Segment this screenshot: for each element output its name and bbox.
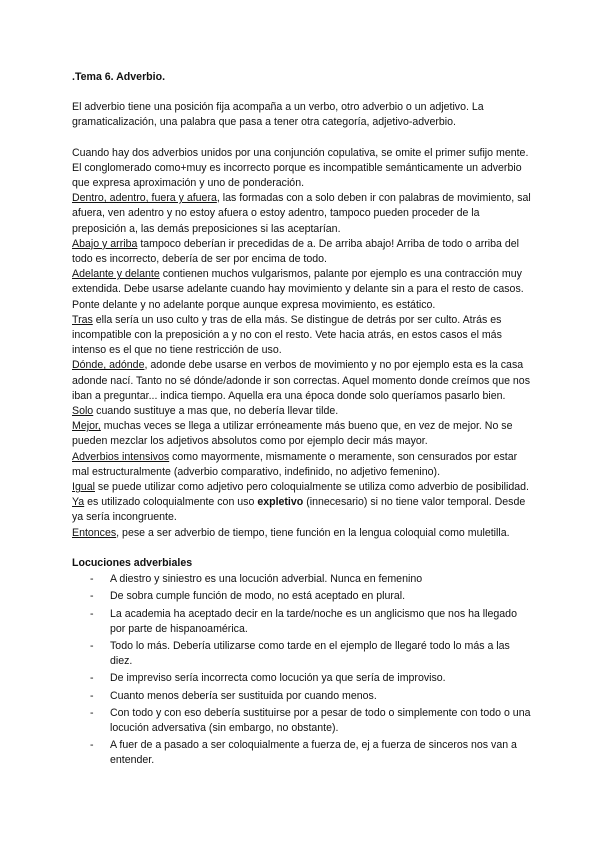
entry-text: contienen muchos vulgarismos, palante por ejemplo es una contracción muy extendida. Debe usarse adelante cuando hay movimiento y delante sin a para el resto de casos. Ponte delante y no adelante porque aunque expresa movimiento, es estático. [72,268,524,311]
entry-text: tampoco deberían ir precedidas de a. De arriba abajo! Arriba de todo o arriba del todo es incorrecto, debería de ser por encima de todo. [72,237,519,266]
entry-term: Tras [72,313,93,326]
entry-dentro-afuera [72,191,532,237]
entry-adelante-delante [72,267,532,313]
compound-adverbs-paragraph: Cuando hay dos adverbios unidos por una conjunción copulativa, se omite el primer sufijo mente. El conglomerado como+muy es incorrecto porque es incompatible semánticamente un adverbio que expresa aproximación y uno de ponderación. [72,146,529,190]
entry-term: Mejor, [72,420,101,433]
entry-solo [72,404,532,419]
locuciones-list [72,572,532,768]
entry-adverbios-intensivos [72,450,532,480]
entry-term: Igual [72,481,95,494]
entry-text: (innecesario) si no tiene valor temporal. Desde ya sería incongruente. [72,496,526,524]
entry-abajo-arriba [72,237,532,267]
list-item-text: Cuanto menos debería ser sustituida por cuando menos. [110,689,377,702]
entry-term: Entonces [72,526,117,539]
entry-text: como mayormente, mismamente o meramente, son censurados por estar mal estructuralmente (adverbio comparativo, indefinido, no adjetivo femenino). [72,450,518,478]
bullet-dash: - [90,689,94,702]
entry-text: , las formadas con a solo deben ir con palabras de movimiento, sal afuera, ven adentro y no estoy afuera o estoy adentro, tampoco pueden proceder de la preposición a, las demás preposiciones si las aceptarían. [72,192,531,235]
list-item-text: De impreviso sería incorrecta como locución ya que sería de improviso. [110,672,446,685]
entry-term: Ya [72,496,85,509]
page-title: .Tema 6. Adverbio. [72,71,166,83]
list-item [72,738,532,768]
bullet-dash: - [90,590,94,603]
entry-text: , pese a ser adverbio de tiempo, tiene función en la lengua coloquial como muletilla. [116,526,510,539]
bullet-dash: - [90,639,94,652]
paragraph-gap [72,131,532,146]
entry-text: es utilizado coloquialmente con uso [84,496,258,509]
locuciones-heading: Locuciones adverbiales [72,556,193,569]
list-item [72,706,532,736]
entry-donde-adonde [72,358,532,404]
bullet-dash: - [90,573,94,586]
document-page [72,70,532,771]
list-item [72,572,532,587]
entry-mejor [72,419,532,449]
entry-text: se puede utilizar como adjetivo pero coloquialmente se utiliza como adverbio de posibilidad. [94,481,529,494]
bullet-dash: - [90,672,94,685]
entry-bold-term: expletivo [257,496,304,509]
list-item [72,589,532,604]
list-item-text: La academia ha aceptado decir en la tarde/noche es un anglicismo que nos ha llegado por parte de hispanoamérica. [110,607,517,635]
entry-term: Solo [72,405,94,418]
list-item [72,689,532,704]
intro-paragraph: El adverbio tiene una posición fija acompaña a un verbo, otro adverbio o un adjetivo. La gramaticalización, una palabra que pasa a tener otra categoría, adjetivo-adverbio. [72,101,484,129]
list-item-text: Con todo y con eso debería sustituirse por a pesar de todo o simplemente con todo o una locución adversativa (sin embargo, no obstante). [110,706,531,734]
entry-igual [72,480,532,495]
list-item [72,671,532,686]
list-item-text: De sobra cumple función de modo, no está aceptado en plural. [110,590,406,603]
list-item-text: A diestro y siniestro es una locución adverbial. Nunca en femenino [110,573,423,586]
entry-term: Adelante y delante [72,268,160,281]
entry-tras [72,313,532,359]
entry-text: muchas veces se llega a utilizar erróneamente más bueno que, en vez de mejor. No se pueden mezclar los adjetivos absolutos como por ejemplo decir más mayor. [72,420,513,448]
list-item [72,639,532,669]
entry-ya [72,495,532,525]
entry-text: cuando sustituye a mas que, no debería llevar tilde. [93,405,339,418]
bullet-dash: - [90,706,94,719]
entry-term: Adverbios intensivos [72,450,170,463]
entry-term: Abajo y arriba [72,237,138,250]
list-item-text: A fuer de a pasado a ser coloquialmente a fuerza de, ej a fuerza de sinceros nos van a entender. [110,739,517,767]
bullet-dash: - [90,739,94,752]
list-item [72,607,532,637]
entry-term: Dónde, adónde [72,359,145,372]
bullet-dash: - [90,607,94,620]
entry-entonces [72,526,532,541]
list-item-text: Todo lo más. Debería utilizarse como tarde en el ejemplo de llegaré todo lo más a las diez. [110,639,510,668]
entry-text: , adonde debe usarse en verbos de movimiento y no por ejemplo esta es la casa adonde nací. Tanto no sé dónde/adonde ir son correctas. Aquel momento donde creímos que nos iban a preguntar... indica tiempo. Aquella era una época donde solo queríamos pasarlo bien. [72,359,530,402]
entry-text: ella sería un uso culto y tras de ella más. Se distingue de detrás por ser culto. Atrás es incompatible con la preposición a y no con el resto. Vete hacia atrás, en estos casos el más intenso es el que no tiene restricción de uso. [72,313,502,357]
entry-term: Dentro, adentro, fuera y afuera [72,192,217,205]
